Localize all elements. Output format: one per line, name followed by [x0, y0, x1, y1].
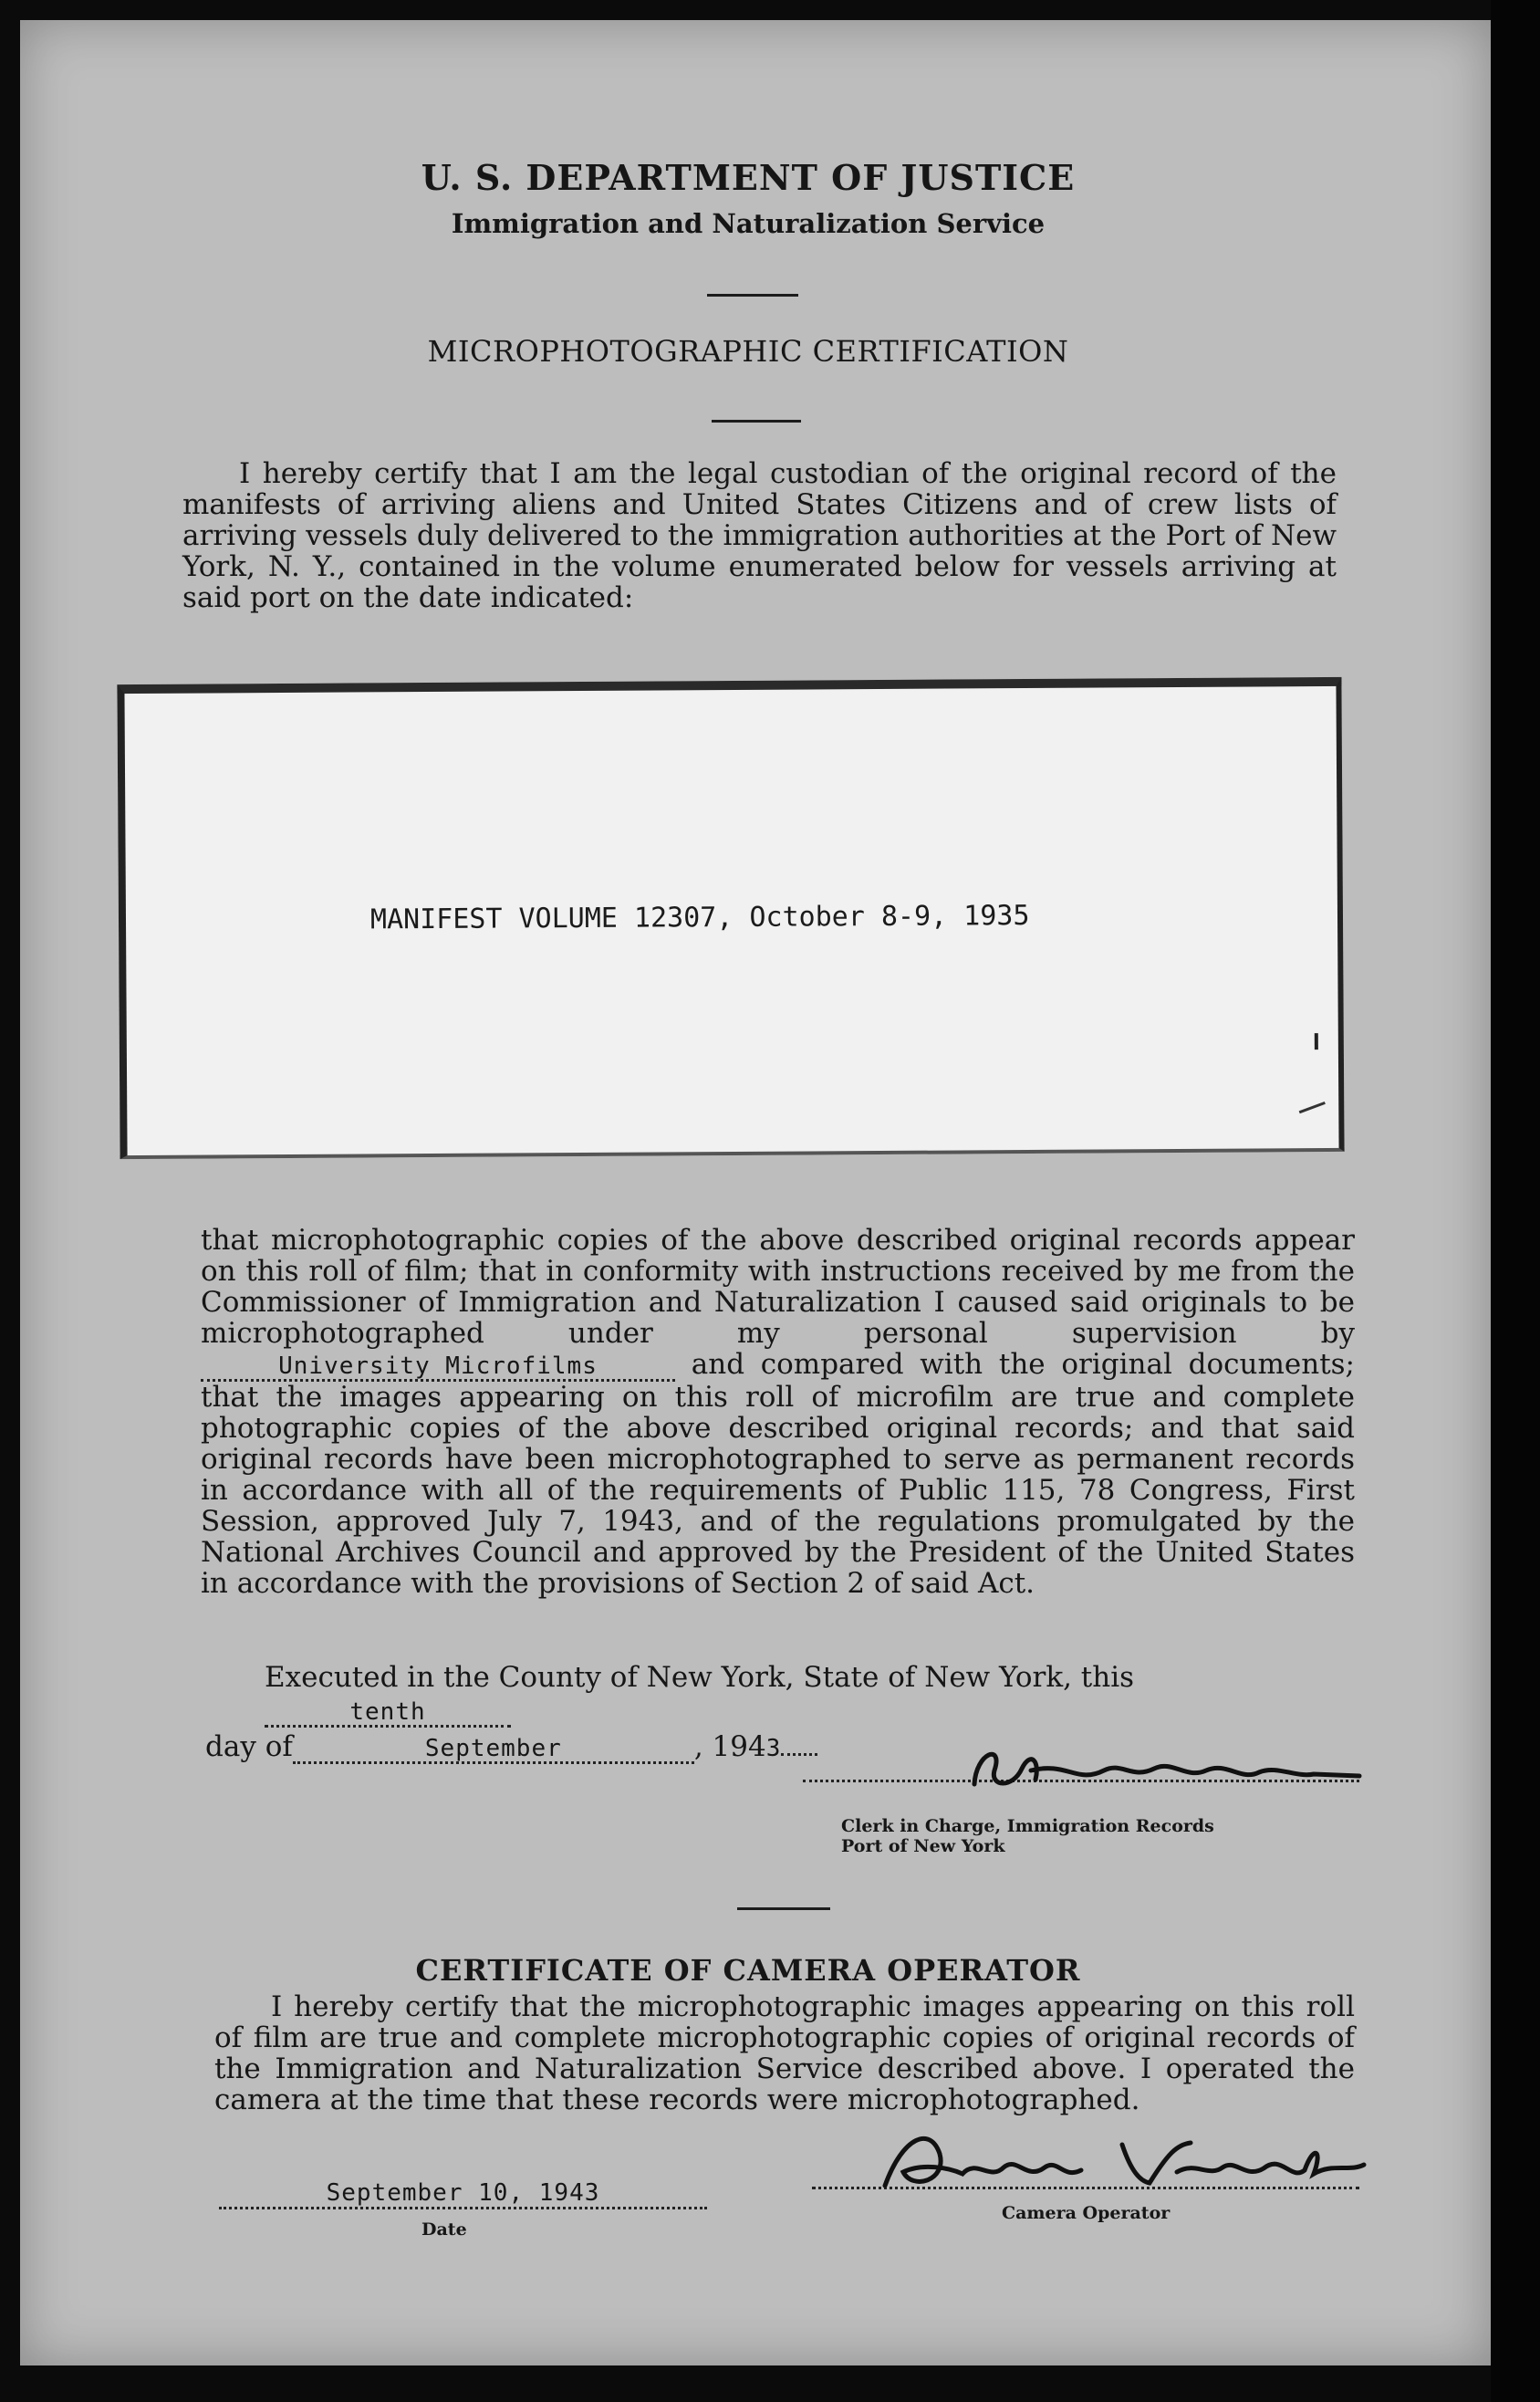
divider-camera	[737, 1907, 830, 1910]
year-prefix: , 194	[693, 1730, 766, 1763]
body-paragraph	[201, 1225, 1355, 1599]
service-subtitle: Immigration and Naturalization Service	[451, 208, 1046, 239]
divider-top	[707, 294, 798, 297]
slip-mark	[1299, 1102, 1326, 1113]
divider-under-heading	[712, 420, 801, 423]
certification-heading: MICROPHOTOGRAPHIC CERTIFICATION	[427, 334, 1069, 369]
volume-slip	[117, 677, 1344, 1159]
day-of-label: day of	[205, 1730, 293, 1763]
slip-mark	[1315, 1033, 1318, 1050]
date-caption: Date	[421, 2219, 467, 2240]
intro-paragraph: I hereby certify that I am the legal custodian of the original record of the manifests of arriving aliens and United States Citizens and of crew lists of arriving vessels duly delivered to the immigration authorities at the Port of New York, N. Y., contained in the volume enumerated below for vessels arriving at said port on the date indicated:	[182, 457, 1337, 614]
execution-line	[265, 1661, 1359, 1728]
department-title: U. S. DEPARTMENT OF JUSTICE	[421, 157, 1076, 198]
clerk-signature	[967, 1734, 1368, 1807]
camera-certificate-title: CERTIFICATE OF CAMERA OPERATOR	[415, 1953, 1081, 1988]
camera-date-field: September 10, 1943	[219, 2179, 707, 2209]
clerk-caption	[841, 1816, 1297, 1856]
date-line	[205, 1730, 844, 1765]
clerk-location: Port of New York	[841, 1836, 1005, 1856]
operator-signature	[876, 2117, 1368, 2199]
clerk-title: Clerk in Charge, Immigration Records	[841, 1816, 1214, 1836]
filmed-by-field: University Microfilms	[201, 1353, 675, 1382]
year-digit: 3	[765, 1735, 782, 1762]
execution-day-field: tenth	[265, 1699, 511, 1728]
operator-caption: Camera Operator	[1002, 2203, 1171, 2223]
film-border	[1491, 0, 1540, 2402]
body-text-part2: and compared with the original documents; that the images appearing on this roll of microfilm are true and complete photographic copies of the above described original records; and that said original records have been microphotographed to serve as permanent records in accordance with all of the requirements of Public 115, 78 Congress, First Session, approved July 7, 1943, and of the regulations promulgated by the National Archives Council and approved by the President of the United States in accordance with the provisions of Section 2 of said Act.	[201, 1348, 1356, 1600]
volume-slip-text: MANIFEST VOLUME 12307, October 8-9, 1935	[369, 899, 1030, 936]
execution-prefix: Executed in the County of New York, State of New York, this	[265, 1661, 1135, 1694]
body-text-part1: that microphotographic copies of the above described original records appear on this roll of film; that in conformity with instructions received by me from the Commissioner of Immigration and Naturalization I caused said originals to be microphotographed under my personal supervision by	[201, 1224, 1355, 1350]
year-dots	[781, 1753, 817, 1756]
month-field: September	[293, 1736, 694, 1764]
camera-certificate-text: I hereby certify that the microphotographic images appearing on this roll of film are true and complete microphotographic copies of original records of the Immigration and Naturalization Service described above. I operated the camera at the time that these records were microphotographed.	[214, 1990, 1355, 2116]
